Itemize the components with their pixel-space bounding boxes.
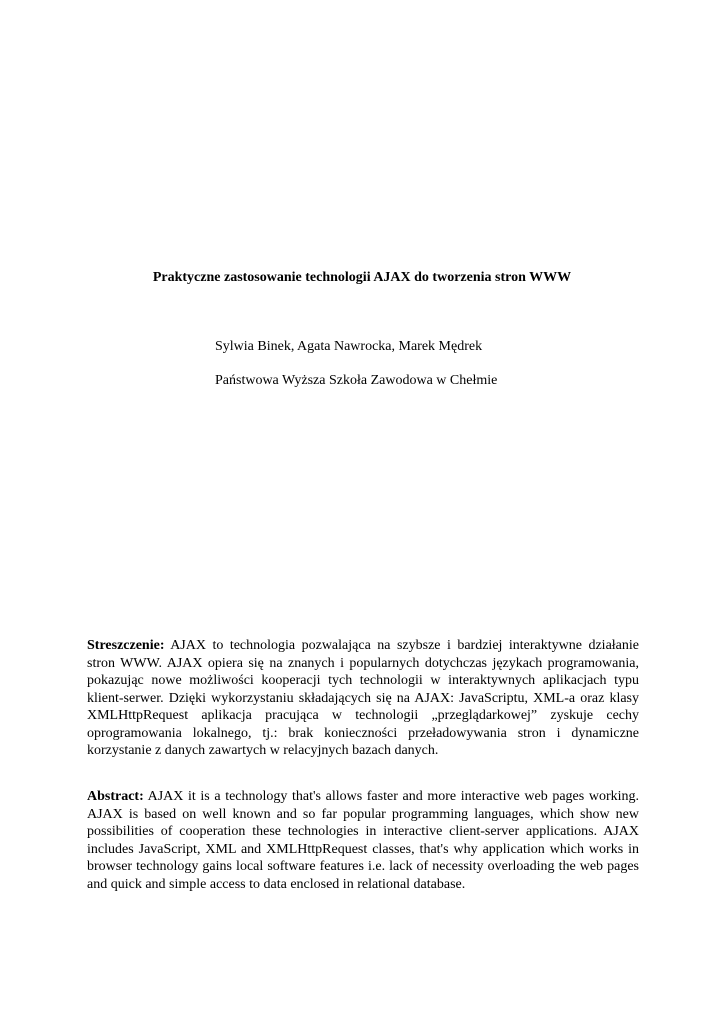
abstract-paragraph [87,788,639,893]
abstract-text: AJAX it is a technology that's allows faster and more interactive web pages working. AJAX is based on well known and so far popular programming languages, which show new possibilities of cooperation these technologies in interactive client-server applications. AJAX includes JavaScript, XML and XMLHttpRequest classes, that's why application which works in browser technology gains local software features i.e. lack of necessity overloading the web pages and quick and simple access to data enclosed in relational database. [87,789,639,892]
paper-title: Praktyczne zastosowanie technologii AJAX do tworzenia stron WWW [152,270,572,285]
streszczenie-paragraph [87,637,639,760]
abstract-label: Abstract: [87,789,144,804]
paper-authors: Sylwia Binek, Agata Nawrocka, Marek Mędrek [215,339,483,354]
paper-affiliation: Państwowa Wyższa Szkoła Zawodowa w Chełmie [215,373,498,388]
streszczenie-text: AJAX to technologia pozwalająca na szybsze i bardziej interaktywne działanie stron WWW. AJAX opiera się na znanych i popularnych dotychczas językach programowania, pokazując nowe możliwości kooperacji tych technologii w interaktywnych aplikacjach typu klient-serwer. Dzięki wykorzystaniu składających się na AJAX: JavaScriptu, XML-a oraz klasy XMLHttpRequest aplikacja pracująca w technologii „przeglądarkowej” zyskuje cechy oprogramowania lokalnego, tj.: brak konieczności przeładowywania stron i dynamiczne korzystanie z danych zawartych w relacyjnych bazach danych. [87,638,639,758]
streszczenie-label: Streszczenie: [87,638,165,653]
